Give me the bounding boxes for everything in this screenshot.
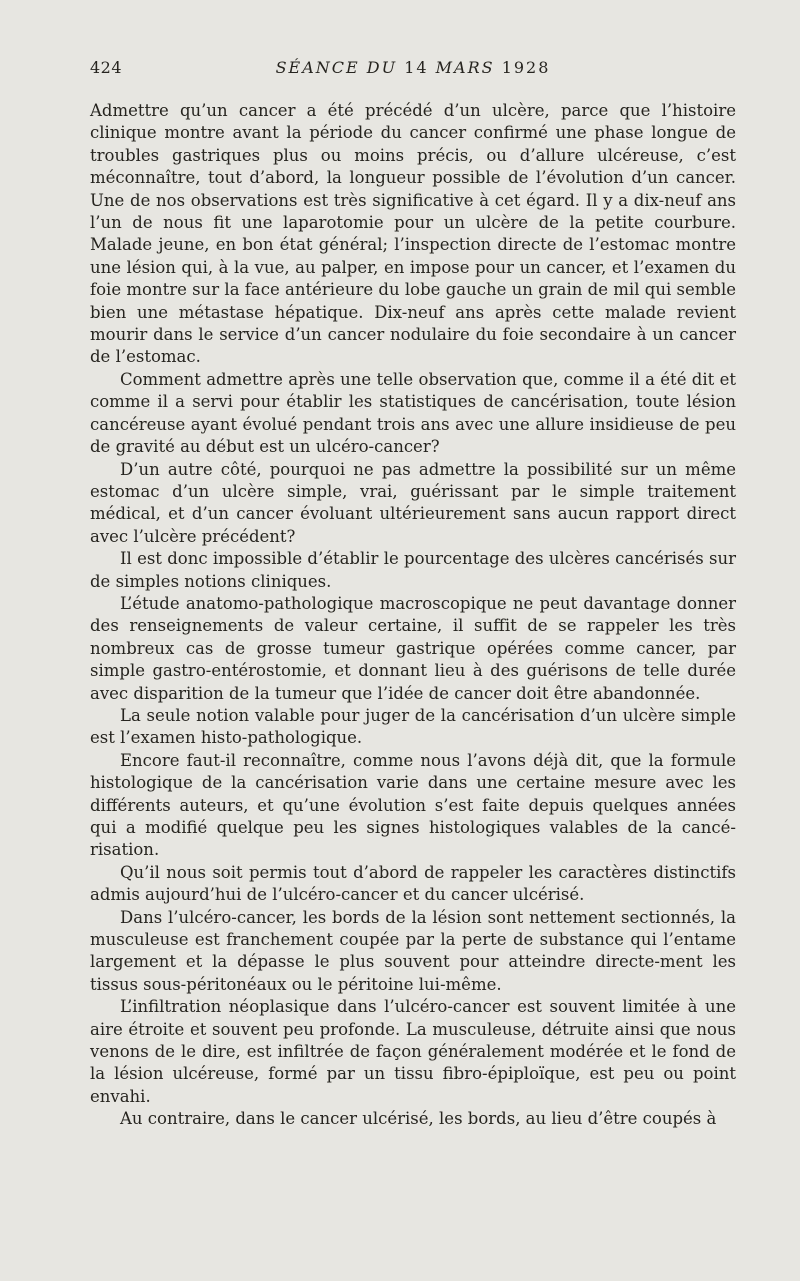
paragraph: Qu’il nous soit permis tout d’abord de rappeler les caractères distinctifs admis aujourd’hui de l’ulcéro-cancer et du cancer ulcérisé. xyxy=(90,862,736,905)
page-header xyxy=(90,58,736,82)
paragraph: L’étude anatomo-pathologique macroscopique ne peut davantage donner des renseignements de valeur certaine, il suffit de se rappeler les très nombreux cas de grosse tumeur gastrique opérées comme cancer, par simple gastro-entérostomie, et donnant lieu à des guérisons de telle durée avec disparition de la tumeur que l’idée de cancer doit être abandonnée. xyxy=(90,593,736,703)
running-head-day: 14 xyxy=(404,58,429,77)
body-text xyxy=(90,100,736,1131)
paragraph: La seule notion valable pour juger de la cancérisation d’un ulcère simple est l’examen histo-pathologique. xyxy=(90,705,736,748)
paragraph: Il est donc impossible d’établir le pourcentage des ulcères cancérisés sur de simples notions cliniques. xyxy=(90,549,736,591)
paragraph: Comment admettre après une telle observation que, comme il a été dit et comme il a servi pour établir les statistiques de cancérisation, toute lésion cancéreuse ayant évolué pendant trois ans avec une allure insidieuse de peu de gravité au début est un ulcéro-cancer? xyxy=(90,369,736,457)
running-head xyxy=(90,58,736,77)
paragraph: Encore faut-il reconnaître, comme nous l’avons déjà dit, que la formule histologique de la cancérisation varie dans une certaine mesure avec les différents auteurs, et qu’une évolution s’est faite depuis quelques années qui a modifié quelque peu les signes histologiques valables de la cancé-risation. xyxy=(90,750,736,860)
paragraph: D’un autre côté, pourquoi ne pas admettre la possibilité sur un même estomac d’un ulcère simple, vrai, guérissant par le simple traitement médical, et d’un cancer évoluant ultérieurement sans aucun rapport direct avec l’ulcère précédent? xyxy=(90,459,736,546)
running-head-title: SÉANCE DU xyxy=(275,58,398,77)
paragraph: Dans l’ulcéro-cancer, les bords de la lésion sont nettement sectionnés, la musculeuse est franchement coupée par la perte de substance qui l’entame largement et la dépasse le plus souvent pour atteindre directe-ment les tissus sous-péritonéaux ou le péritoine lui-même. xyxy=(90,907,736,994)
paragraph: Au contraire, dans le cancer ulcérisé, les bords, au lieu d’être coupés à xyxy=(120,1109,717,1129)
running-head-month: MARS xyxy=(435,58,495,77)
paragraph: Admettre qu’un cancer a été précédé d’un ulcère, parce que l’histoire clinique montre avant la période du cancer confirmé une phase longue de troubles gastriques plus ou moins précis, ou d’allure ulcéreuse, c’est méconnaître, tout d’abord, la longueur possible de l’évolution d’un cancer. Une de nos observations est très significative à cet égard. Il y a dix-neuf ans l’un de nous fit une laparotomie pour un ulcère de la petite courbure. Malade jeune, en bon état général; l’inspection directe de l’estomac montre une lésion qui, à la vue, au palper, en impose pour un cancer, et l’examen du foie montre sur la face antérieure du lobe gauche un grain de mil qui semble bien une métastase hépatique. Dix-neuf ans après cette malade revient mourir dans le service d’un cancer nodulaire du foie secondaire à un cancer de l’estomac. xyxy=(90,101,736,367)
running-head-year: 1928 xyxy=(501,58,551,77)
page-number: 424 xyxy=(90,58,123,77)
paragraph: L’infiltration néoplasique dans l’ulcéro-cancer est souvent limitée à une aire étroite et souvent peu profonde. La musculeuse, détruite ainsi que nous venons de le dire, est infiltrée de façon généralement modérée et le fond de la lésion ulcéreuse, formé par un tissu fibro-épiploïque, est peu ou point envahi. xyxy=(90,997,736,1106)
